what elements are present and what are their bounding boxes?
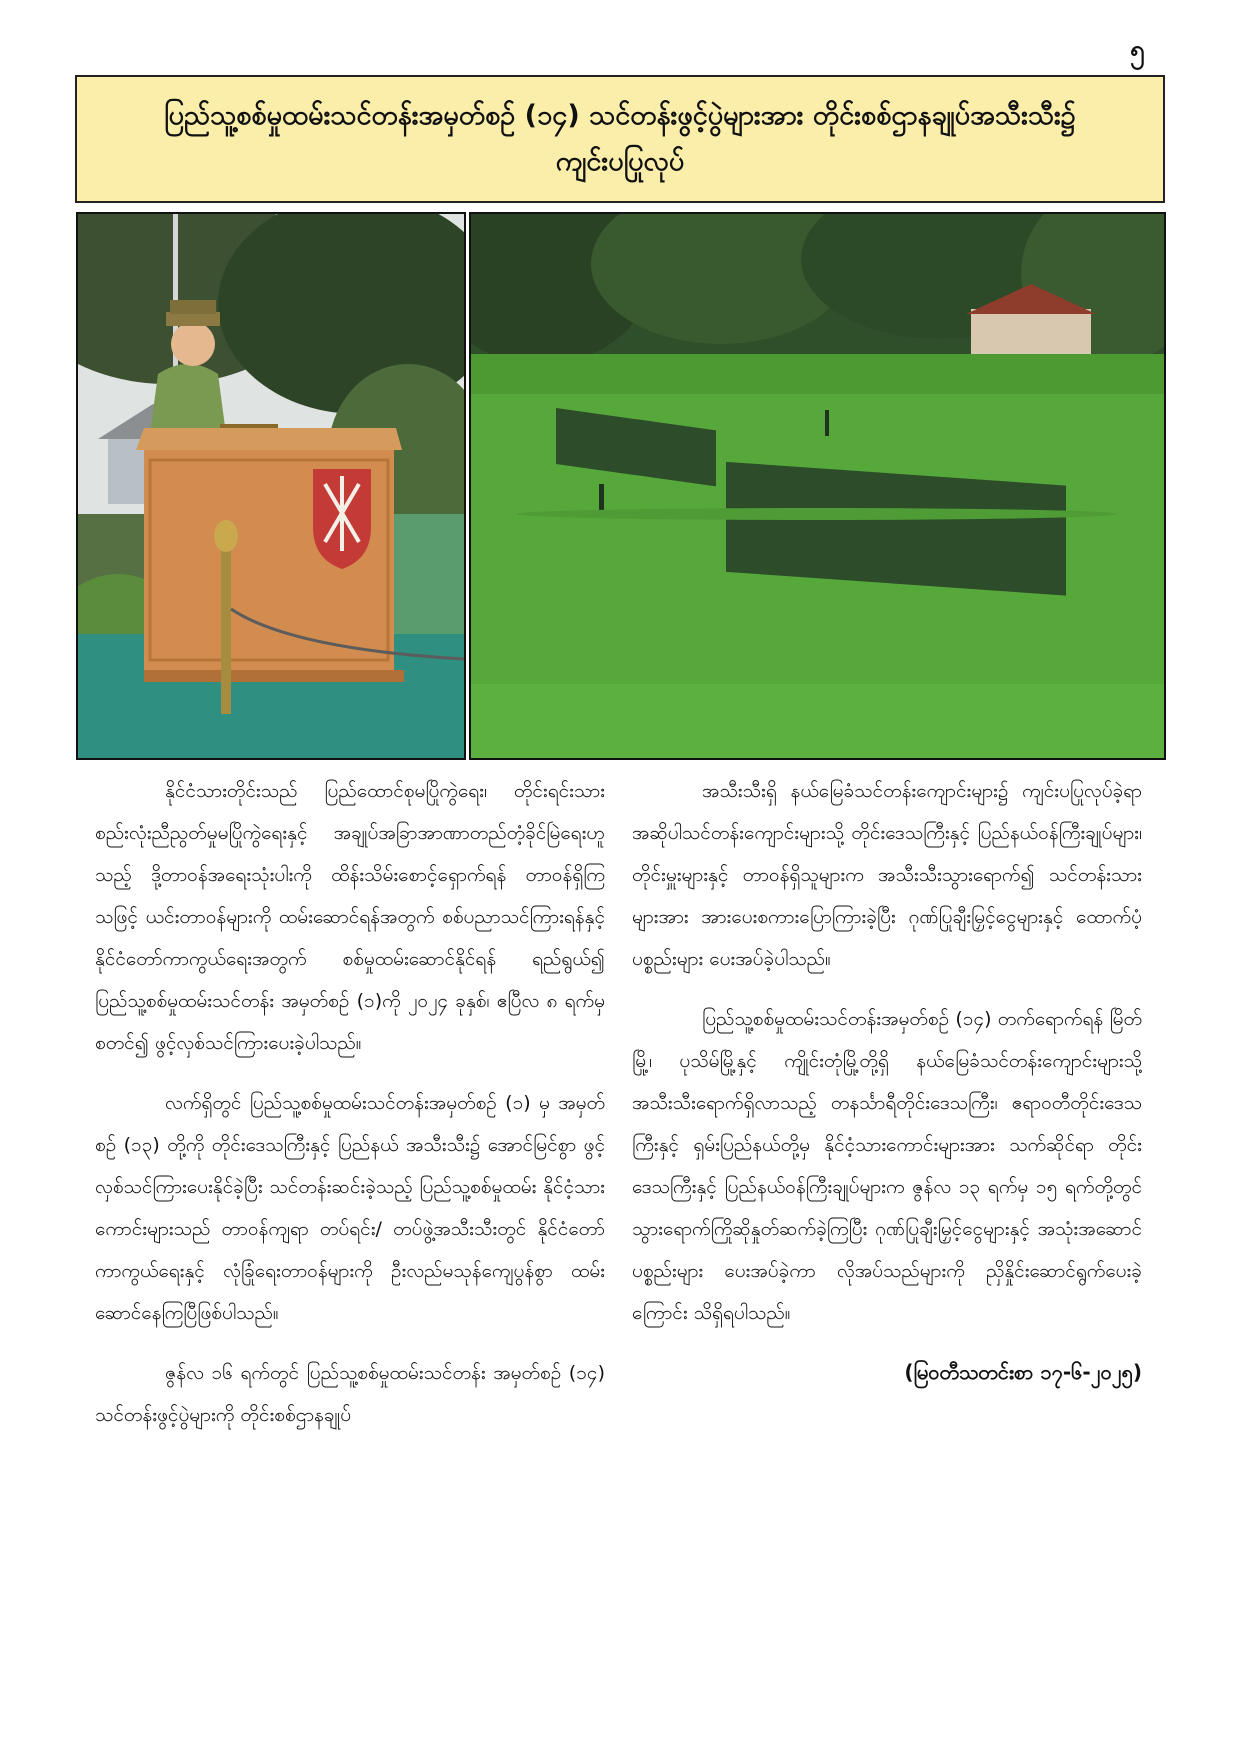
article-paragraph: နိုင်ငံသားတိုင်းသည် ပြည်ထောင်စုမပြိုကွဲရေး၊ တိုင်းရင်းသားစည်းလုံးညီညွတ်မှုမပြိုကွဲရေးနှင့် အချုပ်အခြာအာဏာတည်တံ့ခိုင်မြဲရေးဟူသည့် ဒို့တာဝန်အရေးသုံးပါးကို ထိန်းသိမ်းစောင့်ရှောက်ရန် တာဝန်ရှိကြသဖြင့် ယင်းတာဝန်များကို ထမ်းဆောင်ရန်အတွက် စစ်ပညာသင်ကြားရန်နှင့် နိုင်ငံတော်ကာကွယ်ရေးအတွက် စစ်မှုထမ်းဆောင်နိုင်ရန် ရည်ရွယ်၍ ပြည်သူ့စစ်မှုထမ်းသင်တန်း အမှတ်စဉ် (၁)ကို ၂၀၂၄ ခုနှစ်၊ ဧပြီလ ၈ ရက်မှစတင်၍ ဖွင့်လှစ်သင်ကြားပေးခဲ့ပါသည်။ xyxy=(95,780,605,1054)
article-paragraph: ပြည်သူ့စစ်မှုထမ်းသင်တန်းအမှတ်စဉ် (၁၄) တက်ရောက်ရန် မြိတ်မြို့၊ ပုသိမ်မြို့နှင့် ကျိုင်းတုံမြို့တို့ရှိ နယ်မြေခံသင်တန်းကျောင်းများသို့ အသီးသီးရောက်ရှိလာသည့် တနင်္သာရီတိုင်းဒေသကြီး၊ ဧရာဝတီတိုင်းဒေသကြီးနှင့် ရှမ်းပြည်နယ်တို့မှ နိုင်ငံ့သားကောင်းများအား သက်ဆိုင်ရာ တိုင်းဒေသကြီးနှင့် ပြည်နယ်ဝန်ကြီးချုပ်များက ဇွန်လ ၁၃ ရက်မှ ၁၅ ရက်တို့တွင် သွားရောက်ကြိုဆိုနှုတ်ဆက်ခဲ့ကြပြီး ဂုဏ်ပြုချီးမြှင့်ငွေများနှင့် အသုံးအဆောင်ပစ္စည်းများ ပေးအပ်ခဲ့ကာ လိုအပ်သည်များကို ညှိနှိုင်းဆောင်ရွက်ပေးခဲ့ကြောင်း သိရှိရပါသည်။ xyxy=(632,1008,1142,1324)
page-number: ၅ xyxy=(1130,35,1145,65)
news-source-credit: (မြဝတီသတင်းစာ ၁၇-၆-၂၀၂၅) xyxy=(904,1360,1142,1384)
article-paragraph: လက်ရှိတွင် ပြည်သူ့စစ်မှုထမ်းသင်တန်းအမှတ်စဉ် (၁) မှ အမှတ်စဉ် (၁၃) တို့ကို တိုင်းဒေသကြီးနှင့် ပြည်နယ် အသီးသီး၌ အောင်မြင်စွာ ဖွင့်လှစ်သင်ကြားပေးနိုင်ခဲ့ပြီး သင်တန်းဆင်းခဲ့သည့် ပြည်သူ့စစ်မှုထမ်း နိုင်ငံ့သားကောင်းများသည် တာဝန်ကျရာ တပ်ရင်း/ တပ်ဖွဲ့အသီးသီးတွင် နိုင်ငံတော် ကာကွယ်ရေးနှင့် လုံခြုံရေးတာဝန်များကို ဦးလည်မသုန်ကျေပွန်စွာ ထမ်းဆောင်နေကြပြီဖြစ်ပါသည်။ xyxy=(95,1092,605,1324)
photo-row xyxy=(76,212,1166,760)
article-paragraph: ဇွန်လ ၁၆ ရက်တွင် ပြည်သူ့စစ်မှုထမ်းသင်တန်း အမှတ်စဉ် (၁၄) သင်တန်းဖွင့်ပွဲများကို တိုင်းစစ်ဌာနချုပ် xyxy=(95,1362,605,1426)
headline-line-1: ပြည်သူ့စစ်မှုထမ်းသင်တန်းအမှတ်စဉ် (၁၄) သင်တန်းဖွင့်ပွဲများအား တိုင်းစစ်ဌာနချုပ်အသီးသီး၌ xyxy=(164,100,1076,131)
headline-line-2: ကျင်းပပြုလုပ် xyxy=(555,146,685,177)
speaker-at-podium-photo xyxy=(76,212,466,760)
formation-on-parade-ground-photo xyxy=(469,212,1166,760)
article-column-left xyxy=(95,770,605,1454)
headline-box xyxy=(75,75,1165,203)
article-paragraph: အသီးသီးရှိ နယ်မြေခံသင်တန်းကျောင်းများ၌ ကျင်းပပြုလုပ်ခဲ့ရာ အဆိုပါသင်တန်းကျောင်းများသို့ တိုင်းဒေသကြီးနှင့် ပြည်နယ်ဝန်ကြီးချုပ်များ၊ တိုင်းမှူးများနှင့် တာဝန်ရှိသူများက အသီးသီးသွားရောက်၍ သင်တန်းသားများအား အားပေးစကားပြောကြားခဲ့ပြီး ဂုဏ်ပြုချီးမြှင့်ငွေများနှင့် ထောက်ပံ့ပစ္စည်းများ ပေးအပ်ခဲ့ပါသည်။ xyxy=(632,780,1142,970)
article-column-right xyxy=(632,770,1142,1392)
